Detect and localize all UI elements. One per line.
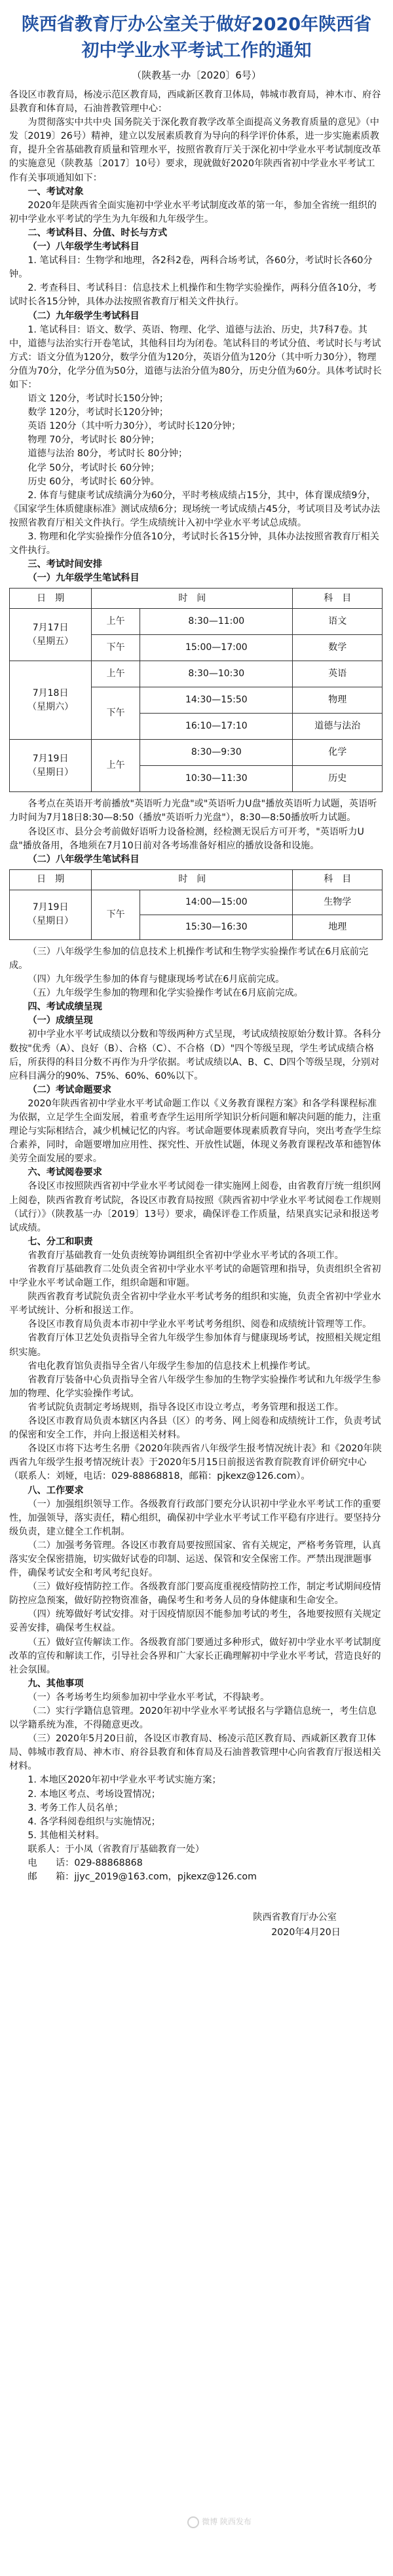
section-paragraph: 省教育厅基础教育二处负责全省初中学业水平考试的命题管理和指导，负责组织全省初中学业水平考试命题工作，组织命题和审题。 — [9, 1264, 381, 1289]
subject-item: 数学 120分，考试时长120分钟； — [28, 407, 169, 418]
section-paragraph: （三）八年级学生参加的信息技术上机操作考试和生物学实验操作考试在6月底前完成。 — [9, 946, 369, 971]
section-paragraph: （五）做好宣传解读工作。各级教育部门要通过多种形式，做好初中学业水平考试制度改革的宣传和解读工作，引导社会各界和广大家长正确理解初中学业水平考试，营造良好的社会氛围。 — [9, 1637, 381, 1675]
table-time-cell: 14:00—15:00 — [140, 890, 293, 915]
table-header: 时 间 — [92, 589, 293, 609]
table-subject-cell: 数学 — [293, 635, 383, 661]
section-paragraph: 各设区市将下达考生名册《2020年陕西省八年级学生报考情况统计表》和《2020年陕西省九年级学生报考情况统计表》于2020年5月15日前报送省教育院教育评价研究中心（联系人：刘娅，电话：029-88868818，邮箱：pjkexz@126.com）。 — [9, 1443, 382, 1482]
subsection-heading: （二）考试命题要求 — [28, 1084, 112, 1095]
table-date-cell: 7月19日 （星期日） — [10, 740, 92, 792]
section-heading: 二、考试科目、分值、时长与方式 — [28, 227, 168, 238]
section-paragraph: 各设区市教育局负责本辖区内各县（区）的考务、网上阅卷和成绩统计工作，负责考试的保密和安全工作，并向上报送相关材料。 — [9, 1416, 381, 1441]
subject-item: 语文 120分，考试时长150分钟； — [28, 393, 169, 405]
list-item: 3. 考务工作人员名单； — [28, 1802, 124, 1813]
table-time-cell: 15:00—17:00 — [140, 635, 293, 661]
section-paragraph: 2020年陕西省初中学业水平考试命题工作以《义务教育课程方案》和各学科课程标准为依据，立足学生全面发展，着重考查学生运用所学知识分析问题和解决问题的能力，注重理论与实际相结合，减少机械记忆的内容。考试命题要体现素质教育导向，突出考查学生综合素养，同时，命题要增加应用性、探究性、开放性试题，体现义务教育课程改革和德智体美劳全面发展的要求。 — [9, 1098, 381, 1165]
section-heading: 八、工作要求 — [28, 1485, 84, 1496]
section-paragraph: 2. 考查科目、考试科目：信息技术上机操作和生物学实验操作，两科分值各10分，考试时长各15分钟，具体办法按照省教育厅相关文件执行。 — [9, 283, 377, 308]
subsection-heading: （一）八年级学生考试科目 — [28, 242, 140, 253]
list-item: 1. 本地区2020年初中学业水平考试实施方案； — [28, 1775, 221, 1786]
section-heading: 六、考试阅卷要求 — [28, 1167, 102, 1178]
signature-block — [9, 1910, 341, 1940]
section-paragraph: （五）九年级学生参加的物理和化学实验操作考试在6月底前完成。 — [28, 988, 303, 999]
section-paragraph: （三）2020年5月20日前，各设区市教育局、杨凌示范区教育局、西咸新区教育卫体局、韩城市教育局、神木市、府谷县教育和体育局及石油普教管理中心向省教育厅报送相关材料。 — [9, 1733, 381, 1772]
section-paragraph: （一）加强组织领导工作。各级教育行政部门要充分认识初中学业水平考试工作的重要性，加强领导，落实责任，精心组织，确保初中学业水平考试工作平稳有序进行。要坚持分级负责，建立健全工作机制。 — [9, 1498, 381, 1537]
subject-list — [9, 392, 384, 489]
weibo-logo-icon — [187, 2516, 199, 2528]
section-paragraph: 2020年是陕西省全面实施初中学业水平考试制度改革的第一年，参加全省统一组织的初中学业水平考试的学生为九年级和九年级学生。 — [9, 200, 377, 225]
table-time-cell: 10:30—11:30 — [140, 766, 293, 792]
table-time-cell: 8:30—10:30 — [140, 661, 293, 687]
table-period-cell: 上午 — [92, 740, 140, 792]
table-period-cell: 下午 — [92, 635, 140, 661]
signature-org: 陕西省教育厅办公室 — [253, 1912, 337, 1923]
contact-email[interactable]: 邮 箱：jjyc_2019@163.com，pjkexz@126.com — [28, 1872, 257, 1883]
section-heading: 一、考试对象 — [28, 186, 84, 197]
section-paragraph: 3. 物理和化学实验操作分值各10分，考试时长各15分钟，具体办法按照省教育厅相关文件执行。 — [9, 532, 379, 556]
table-date-cell: 7月17日 （星期五） — [10, 609, 92, 661]
table-time-cell: 8:30—11:00 — [140, 609, 293, 635]
contact-phone: 电 话：029-88868868 — [28, 1858, 143, 1869]
table-header: 时 间 — [92, 869, 293, 890]
contact-person: 联系人：于小凤（省教育厅基础教育一处） — [28, 1843, 204, 1855]
grade8-schedule-table — [9, 869, 383, 940]
list-item: 4. 各学科阅卷组织与实施情况； — [28, 1816, 160, 1827]
subsection-heading: （一）九年级学生笔试科目 — [28, 573, 140, 584]
section-paragraph: （四）九年级学生参加的体育与健康现场考试在6月底前完成。 — [28, 974, 285, 985]
recipients: 各设区市教育局，杨凌示范区教育局，西咸新区教育卫体局，韩城市教育局，神木市、府谷县教育和体育局，石油普教管理中心： — [9, 90, 381, 115]
subject-item: 英语 120分（其中听力30分），考试时长120分钟； — [28, 421, 241, 432]
table-header: 日 期 — [10, 589, 92, 609]
section-paragraph: 各考点在英语开考前播放"英语听力光盘"或"英语听力U盘"播放英语听力试题，英语听力时间为7月18日8:30—8:50（播放"英语听力光盘"），8:30—8:50播放听力试题。 — [9, 799, 377, 824]
subsection-heading: （二）八年级学生笔试科目 — [28, 854, 140, 865]
section-paragraph: （二）实行学籍信息管理。2020年初中学业水平考试报名与学籍信息统一，考生信息以学籍系统为准，不得随意更改。 — [9, 1706, 377, 1731]
table-period-cell: 下午 — [92, 687, 140, 740]
section-paragraph: 省考试院负责制定考场规则，指导各设区市设立考点，考务管理和报送工作。 — [28, 1402, 344, 1413]
table-time-cell: 16:10—17:10 — [140, 714, 293, 740]
table-period-cell: 上午 — [92, 609, 140, 635]
table-period-cell: 下午 — [92, 890, 140, 939]
section-paragraph: （二）加强考务管理。各设区市教育局要按照国家、省有关规定，严格考务管理，认真落实安全保密措施，切实做好试卷的印制、运送、保管和安全保密工作。严禁出现泄题事件，确保考试安全和考风考纪良好。 — [9, 1540, 381, 1579]
section-paragraph: 初中学业水平考试成绩以分数和等级两种方式呈现，考试成绩按原始分数计算。各科分数按"优秀（A）、良好（B）、合格（C）、不合格（D）"四个等级呈现，学生考试成绩合格后，所获得的科目分数不再作为升学依据。考试成绩以A、B、C、D四个等级呈现，分别对应科目满分的90%、75%、60%、60%以下。 — [9, 1029, 381, 1081]
table-date-cell: 7月18日 （星期六） — [10, 661, 92, 740]
spacer — [9, 1884, 384, 1910]
grade9-schedule-table — [9, 588, 383, 792]
watermark — [144, 2514, 295, 2530]
table-subject-cell: 生物学 — [293, 890, 383, 915]
table-header: 科 目 — [293, 589, 383, 609]
document-number: （陕教基一办〔2020〕6号） — [132, 69, 261, 81]
section-paragraph: 省教育厅体卫艺处负责指导全省九年级学生参加体育与健康现场考试，按照相关规定组织实施。 — [9, 1333, 381, 1358]
section-heading: 九、其他事项 — [28, 1678, 84, 1689]
table-subject-cell: 道德与法治 — [293, 714, 383, 740]
section-paragraph: 各设区市按照陕西省初中学业水平考试阅卷一律实施网上阅卷，由省教育厅统一组织网上阅卷，陕西省教育考试院，各设区市教育局按照《陕西省初中学业水平考试阅卷工作规则（试行）》（陕教基一办〔2019〕13号）要求，确保评卷工作质量，结果真实记录和报送考试成绩。 — [9, 1181, 381, 1233]
section-paragraph: 1. 笔试科目：生物学和地理，各2科2卷，两科合场考试，各60分，考试时长各60分钟。 — [9, 255, 373, 280]
intro-paragraph: 为贯彻落实中共中央 国务院关于深化教育教学改革全面提高义务教育质量的意见》（中发〔2019〕26号）精神，建立以发展素质教育为导向的科学评价体系，进一步实施素质教育，提升全省基础教育质量和管理水平，按照省教育厅关于深化初中学业水平考试制度改革的实施意见（陕教基〔2017〕10号）要求，现就做好2020年陕西省初中学业水平考试工作有关事项通知如下： — [9, 117, 381, 183]
section-heading: 三、考试时间安排 — [28, 559, 102, 570]
section-paragraph: （三）做好疫情防控工作。各级教育部门要高度重视疫情防控工作，制定考试期间疫情防控应急预案，做好防控物资准备，确保考生和考务人员的身体健康和生命安全。 — [9, 1582, 381, 1606]
section-paragraph: 省教育厅基础教育一处负责统筹协调组织全省初中学业水平考试的各项工作。 — [28, 1250, 344, 1261]
subject-item: 化学 50分，考试时长 60分钟； — [28, 462, 160, 473]
notice-body — [0, 88, 393, 1940]
section-paragraph: （四）统筹做好考试安排。对于因疫情原因不能参加考试的考生，各地要按照有关规定妥善安排，确保考生权益。 — [9, 1609, 381, 1634]
section-paragraph: 1. 笔试科目：语文、数学、英语、物理、化学、道德与法治、历史，共7科7卷。其中，道德与法治实行开卷笔试，其他科目均为闭卷。笔试科目的考试分值、考试时长与考试方式：语文分值为120分，数学分值为120分，英语分值为120分（其中听力30分），物理分值为70分，化学分值为50分，道德与法治分值为80分，历史分值为60分。具体考试时长如下： — [9, 324, 382, 390]
table-subject-cell: 物理 — [293, 687, 383, 714]
subject-item: 道德与法治 80分，考试时长 80分钟； — [28, 448, 188, 460]
table-subject-cell: 地理 — [293, 915, 383, 939]
subject-item: 历史 60分，考试时长 60分钟。 — [28, 476, 160, 487]
section-heading: 七、分工和职责 — [28, 1236, 93, 1247]
table-header: 科 目 — [293, 869, 383, 890]
section-paragraph: 各设区市教育局负责本市初中学业水平考试考务组织、阅卷和成绩统计管理等工作。 — [28, 1319, 372, 1330]
table-time-cell: 8:30—9:30 — [140, 740, 293, 766]
table-header: 日 期 — [10, 869, 92, 890]
notice-title: 陕西省教育厅办公室关于做好2020年陕西省初中学业水平考试工作的通知 — [21, 14, 372, 61]
signature-date: 2020年4月20日 — [271, 1927, 341, 1938]
table-period-cell: 上午 — [92, 661, 140, 687]
section-paragraph: （一）各考场考生均须参加初中学业水平考试，不得缺考。 — [28, 1692, 270, 1703]
section-paragraph: 各设区市、县分会考前做好语听力设备检测，经检测无误后方可开考，"英语听力U盘"播放备用，各地须在7月10日前对各考场准备好相应的播放设备和设施。 — [9, 826, 364, 851]
section-paragraph: 2. 体育与健康考试成绩满分为60分，平时考核成绩占15分，其中，体育课成绩9分，《国家学生体质健康标准》测试成绩6分；现场统一考试成绩占45分，考试项目及考试办法按照省教育厅相关文件执行。学生成绩统计入初中学业水平考试总成绩。 — [9, 490, 381, 528]
section-paragraph: 省电化教育馆负责指导全省八年级学生参加的信息技术上机操作考试。 — [28, 1360, 316, 1371]
table-subject-cell: 语文 — [293, 609, 383, 635]
subsection-heading: （一）成绩呈现 — [28, 1015, 93, 1026]
subsection-heading: （二）九年级学生考试科目 — [28, 310, 140, 321]
table-time-cell: 14:30—15:50 — [140, 687, 293, 714]
table-subject-cell: 英语 — [293, 661, 383, 687]
watermark-text: 微博 陕西发布 — [202, 2517, 252, 2526]
section-heading: 四、考试成绩呈现 — [28, 1002, 102, 1013]
list-item: 5. 其他相关材料。 — [28, 1830, 105, 1841]
table-subject-cell: 化学 — [293, 740, 383, 766]
subject-item: 物理 70分，考试时长 80分钟； — [28, 435, 160, 446]
list-item: 2. 本地区考点、考场设置情况； — [28, 1788, 160, 1800]
table-date-cell: 7月19日 （星期日） — [10, 890, 92, 939]
section-paragraph: 陕西省教育考试院负责全省初中学业水平考试考务的组织和实施，负责全省初中学业水平考试统计、分析和报送工作。 — [9, 1292, 381, 1316]
table-time-cell: 15:30—16:30 — [140, 915, 293, 939]
section-paragraph: 省教育厅装备中心负责指导全省八年级学生参加的生物学实验操作考试和九年级学生参加的物理、化学实验操作考试。 — [9, 1374, 381, 1399]
table-subject-cell: 历史 — [293, 766, 383, 792]
